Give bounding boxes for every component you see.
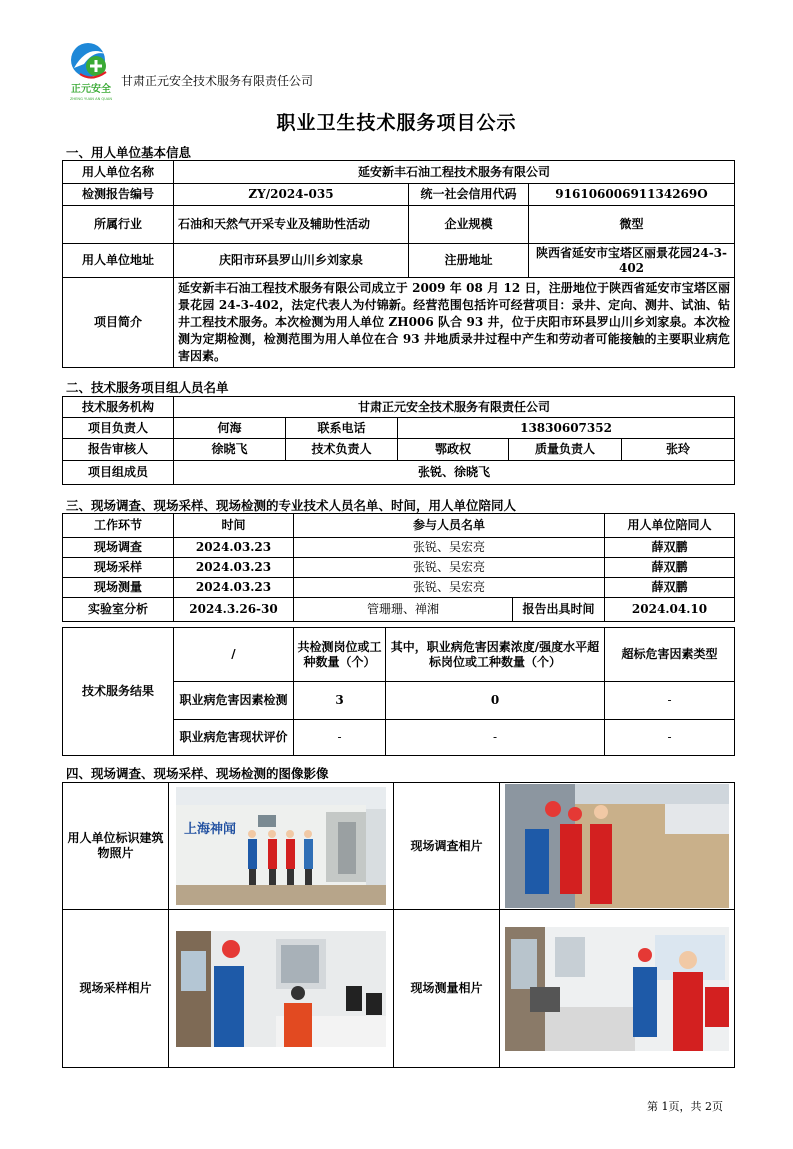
results-table — [62, 627, 735, 756]
basic-info-table — [62, 160, 735, 368]
photo-table — [62, 782, 735, 1068]
lab-people: 管珊珊、禅湘 — [294, 598, 513, 622]
sign-text: 上海神闻 — [184, 822, 237, 837]
unit-name: 延安新丰石油工程技术服务有限公司 — [174, 161, 735, 184]
section3-heading: 三、现场调查、现场采样、现场检测的专业技术人员名单、时间，用人单位陪同人 — [66, 498, 517, 513]
logo-subtext: ZHENG YUAN AN QUAN — [69, 97, 113, 101]
result-row2-v1: - — [294, 720, 386, 756]
org-name: 甘肃正元安全技术服务有限责任公司 — [174, 397, 735, 418]
members: 张锐、徐晓飞 — [174, 461, 735, 485]
building-photo — [176, 787, 386, 905]
tech-lead: 鄂政权 — [398, 439, 509, 461]
col-people: 参与人员名单 — [294, 514, 605, 538]
tech-lead-label: 技术负责人 — [286, 439, 398, 461]
credit-code: 91610600691134269O — [529, 184, 735, 206]
team-table — [62, 396, 735, 485]
reviewer-label: 报告审核人 — [63, 439, 174, 461]
company-logo — [66, 38, 116, 104]
phone-label: 联系电话 — [286, 418, 398, 439]
section2-heading: 二、技术服务项目组人员名单 — [66, 380, 229, 395]
reg-address: 陕西省延安市宝塔区丽景花园24-3-402 — [529, 244, 735, 278]
result-row1-v2: 0 — [386, 682, 605, 720]
unit-name-label: 用人单位名称 — [63, 161, 174, 184]
result-row2-label: 职业病危害现状评价 — [174, 720, 294, 756]
credit-code-label: 统一社会信用代码 — [409, 184, 529, 206]
stage: 现场测量 — [63, 578, 174, 598]
address-label: 用人单位地址 — [63, 244, 174, 278]
people: 张锐、吴宏亮 — [294, 578, 605, 598]
time: 2024.03.23 — [174, 558, 294, 578]
survey-photo — [505, 784, 729, 908]
quality-lead-label: 质量负责人 — [509, 439, 622, 461]
project-intro: 延安新丰石油工程技术服务有限公司成立于 2009 年 08 月 12 日，注册地位于陕西省延安市宝塔区丽景花园 24-3-402，法定代表人为付锦新。经营范围包括许可经营项目：录井、定向、测井、试油、钻井工程技术服务。本次检测为用人单位 ZH006 队合 93 井，位于庆阳市环县罗山川乡刘家泉。本次检测为定期检测，检测范围为用人单位在合 93 井地质录井过程中产生和劳动者可能接触的主要职业病危害因素。 — [174, 278, 735, 368]
address: 庆阳市环县罗山川乡刘家泉 — [174, 244, 409, 278]
col-escort: 用人单位陪同人 — [605, 514, 735, 538]
stage: 现场调查 — [63, 538, 174, 558]
result-row1-v3: - — [605, 682, 735, 720]
result-slash: / — [174, 628, 294, 682]
result-label: 技术服务结果 — [63, 628, 174, 756]
page-number: 第 1页，共 2页 — [647, 1100, 723, 1113]
members-label: 项目组成员 — [63, 461, 174, 485]
col-time: 时间 — [174, 514, 294, 538]
escort: 薛双鹏 — [605, 578, 735, 598]
time: 2024.03.23 — [174, 538, 294, 558]
escort: 薛双鹏 — [605, 538, 735, 558]
scale-label: 企业规模 — [409, 206, 529, 244]
result-col1: 共检测岗位或工种数量（个） — [294, 628, 386, 682]
report-time-label: 报告出具时间 — [513, 598, 605, 622]
result-col2: 其中，职业病危害因素浓度/强度水平超标岗位或工种数量（个） — [386, 628, 605, 682]
logo-text: 正元安全 — [71, 84, 111, 95]
people: 张锐、吴宏亮 — [294, 538, 605, 558]
lab-label: 实验室分析 — [63, 598, 174, 622]
result-row2-v3: - — [605, 720, 735, 756]
stage: 现场采样 — [63, 558, 174, 578]
section4-heading: 四、现场调查、现场采样、现场检测的图像影像 — [66, 766, 329, 781]
measurement-photo — [505, 927, 729, 1051]
company-name-header: 甘肃正元安全技术服务有限责任公司 — [121, 74, 314, 88]
leader: 何海 — [174, 418, 286, 439]
report-no: ZY/2024-035 — [174, 184, 409, 206]
escort: 薛双鹏 — [605, 558, 735, 578]
scale: 微型 — [529, 206, 735, 244]
phone: 13830607352 — [398, 418, 735, 439]
intro-label: 项目简介 — [63, 278, 174, 368]
field-work-table — [62, 513, 735, 622]
org-label: 技术服务机构 — [63, 397, 174, 418]
lab-time: 2024.3.26-30 — [174, 598, 294, 622]
people: 张锐、吴宏亮 — [294, 558, 605, 578]
sampling-photo — [176, 931, 386, 1047]
photo3-label: 现场采样相片 — [63, 910, 169, 1068]
report-no-label: 检测报告编号 — [63, 184, 174, 206]
photo1-label: 用人单位标识建筑物照片 — [63, 783, 169, 910]
result-row1-label: 职业病危害因素检测 — [174, 682, 294, 720]
time: 2024.03.23 — [174, 578, 294, 598]
report-time: 2024.04.10 — [605, 598, 735, 622]
page-title: 职业卫生技术服务项目公示 — [276, 112, 517, 134]
leader-label: 项目负责人 — [63, 418, 174, 439]
section1-heading: 一、用人单位基本信息 — [66, 145, 192, 160]
photo2-label: 现场调查相片 — [394, 783, 500, 910]
photo4-label: 现场测量相片 — [394, 910, 500, 1068]
result-row1-v1: 3 — [294, 682, 386, 720]
col-stage: 工作环节 — [63, 514, 174, 538]
reg-address-label: 注册地址 — [409, 244, 529, 278]
reviewer: 徐晓飞 — [174, 439, 286, 461]
industry-label: 所属行业 — [63, 206, 174, 244]
industry: 石油和天然气开采专业及辅助性活动 — [174, 206, 409, 244]
result-row2-v2: - — [386, 720, 605, 756]
quality-lead: 张玲 — [622, 439, 735, 461]
result-col3: 超标危害因素类型 — [605, 628, 735, 682]
